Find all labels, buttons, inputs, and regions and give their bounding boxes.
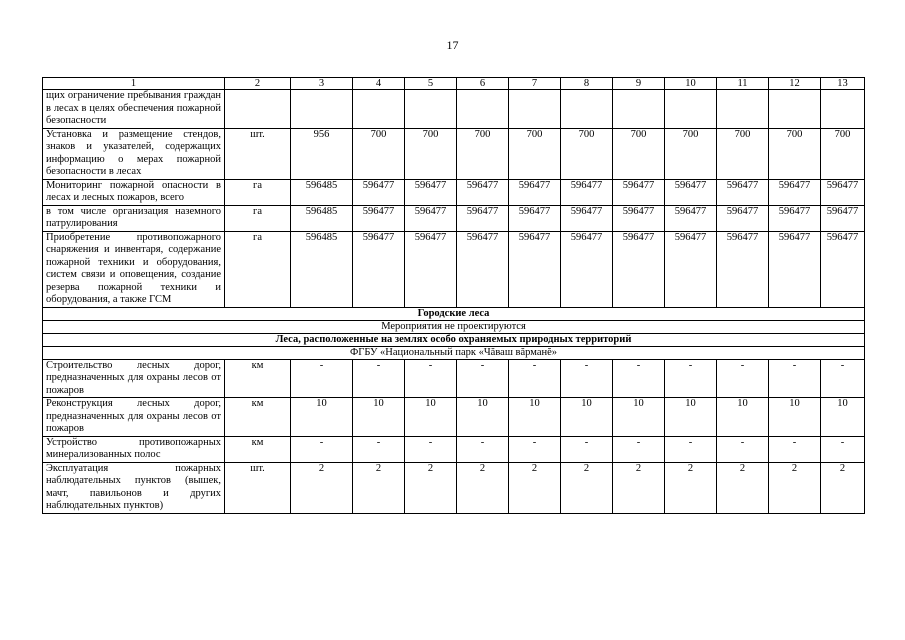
value-cell: - bbox=[457, 436, 509, 462]
section-not-planned-row bbox=[43, 320, 865, 333]
value-cell bbox=[769, 90, 821, 129]
value-cell: 10 bbox=[509, 398, 561, 437]
unit-cell: га bbox=[225, 179, 291, 205]
value-cell: 2 bbox=[613, 462, 665, 513]
value-cell: 700 bbox=[353, 128, 405, 179]
column-number-cell: 10 bbox=[665, 78, 717, 90]
value-cell: 596477 bbox=[561, 205, 613, 231]
unit-cell: км bbox=[225, 398, 291, 437]
value-cell: - bbox=[613, 436, 665, 462]
value-cell: - bbox=[613, 359, 665, 398]
section-protected-areas-row bbox=[43, 333, 865, 346]
value-cell: 596485 bbox=[291, 231, 353, 307]
column-number-cell: 13 bbox=[821, 78, 865, 90]
value-cell: 596477 bbox=[457, 231, 509, 307]
value-cell: 596477 bbox=[561, 231, 613, 307]
unit-cell bbox=[225, 90, 291, 129]
value-cell: - bbox=[405, 436, 457, 462]
value-cell: 596477 bbox=[717, 205, 769, 231]
value-cell: - bbox=[291, 359, 353, 398]
value-cell: - bbox=[665, 359, 717, 398]
value-cell bbox=[457, 90, 509, 129]
value-cell: 596485 bbox=[291, 179, 353, 205]
measure-label: в том числе организация наземного патрулирования bbox=[43, 205, 225, 231]
value-cell: - bbox=[509, 436, 561, 462]
value-cell: 596477 bbox=[769, 231, 821, 307]
measure-label: Приобретение противопожарного снаряжения и инвентаря, содержание пожарной техники и оборудования, систем связи и оповещения, создание резерва пожарной техники и оборудования, а также ГСМ bbox=[43, 231, 225, 307]
page-number: 17 bbox=[446, 38, 459, 52]
value-cell: 596477 bbox=[509, 179, 561, 205]
value-cell: 596477 bbox=[353, 231, 405, 307]
section-city-forests: Городские леса bbox=[43, 307, 865, 320]
value-cell: 596477 bbox=[405, 231, 457, 307]
table-row bbox=[43, 462, 865, 513]
table-row bbox=[43, 128, 865, 179]
value-cell bbox=[717, 90, 769, 129]
value-cell: - bbox=[769, 436, 821, 462]
value-cell: 596477 bbox=[665, 205, 717, 231]
value-cell: 2 bbox=[509, 462, 561, 513]
value-cell bbox=[291, 90, 353, 129]
table-row bbox=[43, 179, 865, 205]
value-cell: 10 bbox=[353, 398, 405, 437]
column-number-cell: 8 bbox=[561, 78, 613, 90]
value-cell: - bbox=[717, 359, 769, 398]
value-cell: 700 bbox=[717, 128, 769, 179]
value-cell: 596477 bbox=[561, 179, 613, 205]
value-cell: 596477 bbox=[613, 231, 665, 307]
value-cell: 2 bbox=[405, 462, 457, 513]
value-cell: 10 bbox=[561, 398, 613, 437]
value-cell: 596477 bbox=[613, 205, 665, 231]
measure-label: Устройство противопожарных минерализованных полос bbox=[43, 436, 225, 462]
value-cell: 10 bbox=[717, 398, 769, 437]
column-number-cell: 4 bbox=[353, 78, 405, 90]
measure-label: Мониторинг пожарной опасности в лесах и лесных пожаров, всего bbox=[43, 179, 225, 205]
value-cell: 700 bbox=[769, 128, 821, 179]
value-cell: 700 bbox=[405, 128, 457, 179]
value-cell bbox=[353, 90, 405, 129]
value-cell: 2 bbox=[353, 462, 405, 513]
unit-cell: шт. bbox=[225, 128, 291, 179]
value-cell: 596477 bbox=[509, 205, 561, 231]
value-cell bbox=[821, 90, 865, 129]
value-cell: 2 bbox=[821, 462, 865, 513]
section-national-park: ФГБУ «Национальный парк «Чăваш вăрманĕ» bbox=[43, 346, 865, 359]
column-number-cell: 5 bbox=[405, 78, 457, 90]
value-cell: - bbox=[509, 359, 561, 398]
value-cell bbox=[613, 90, 665, 129]
value-cell: - bbox=[353, 359, 405, 398]
unit-cell: км bbox=[225, 436, 291, 462]
value-cell: - bbox=[821, 436, 865, 462]
value-cell: 10 bbox=[291, 398, 353, 437]
value-cell: 596477 bbox=[821, 231, 865, 307]
value-cell bbox=[509, 90, 561, 129]
section-national-park-row bbox=[43, 346, 865, 359]
section-not-planned: Мероприятия не проектируются bbox=[43, 320, 865, 333]
value-cell: 10 bbox=[613, 398, 665, 437]
value-cell: 596477 bbox=[457, 205, 509, 231]
table-row bbox=[43, 359, 865, 398]
column-number-cell: 2 bbox=[225, 78, 291, 90]
value-cell: - bbox=[821, 359, 865, 398]
value-cell: 2 bbox=[457, 462, 509, 513]
value-cell bbox=[405, 90, 457, 129]
measure-label: Реконструкция лесных дорог, предназначенных для охраны лесов от пожаров bbox=[43, 398, 225, 437]
column-number-cell: 1 bbox=[43, 78, 225, 90]
value-cell: 10 bbox=[821, 398, 865, 437]
section-protected-areas: Леса, расположенные на землях особо охраняемых природных территорий bbox=[43, 333, 865, 346]
value-cell: 596477 bbox=[353, 205, 405, 231]
value-cell: 700 bbox=[821, 128, 865, 179]
value-cell: - bbox=[405, 359, 457, 398]
value-cell: 10 bbox=[405, 398, 457, 437]
value-cell: 10 bbox=[769, 398, 821, 437]
value-cell: 596477 bbox=[405, 179, 457, 205]
value-cell: 2 bbox=[717, 462, 769, 513]
value-cell: 2 bbox=[665, 462, 717, 513]
value-cell: 596477 bbox=[353, 179, 405, 205]
column-number-cell: 7 bbox=[509, 78, 561, 90]
value-cell: 596477 bbox=[405, 205, 457, 231]
value-cell: 596477 bbox=[821, 179, 865, 205]
section-city-forests-row bbox=[43, 307, 865, 320]
column-number-row bbox=[43, 78, 865, 90]
value-cell: 956 bbox=[291, 128, 353, 179]
table-row bbox=[43, 90, 865, 129]
column-number-cell: 11 bbox=[717, 78, 769, 90]
measure-label: Эксплуатация пожарных наблюдательных пунктов (вышек, мачт, павильонов и других наблюдательных пунктов) bbox=[43, 462, 225, 513]
value-cell: 596477 bbox=[509, 231, 561, 307]
value-cell bbox=[665, 90, 717, 129]
measure-label: Установка и размещение стендов, знаков и указателей, содержащих информацию о мерах пожарной безопасности в лесах bbox=[43, 128, 225, 179]
unit-cell: шт. bbox=[225, 462, 291, 513]
table-row bbox=[43, 436, 865, 462]
measure-label: щих ограничение пребывания граждан в лесах в целях обеспечения пожарной безопасности bbox=[43, 90, 225, 129]
value-cell: - bbox=[291, 436, 353, 462]
unit-cell: км bbox=[225, 359, 291, 398]
value-cell: - bbox=[353, 436, 405, 462]
value-cell: 596477 bbox=[665, 231, 717, 307]
value-cell: 700 bbox=[613, 128, 665, 179]
column-number-cell: 12 bbox=[769, 78, 821, 90]
value-cell: 596477 bbox=[717, 179, 769, 205]
value-cell: - bbox=[457, 359, 509, 398]
forest-fire-measures-table bbox=[42, 77, 865, 514]
value-cell: 2 bbox=[561, 462, 613, 513]
value-cell: - bbox=[665, 436, 717, 462]
value-cell: 596477 bbox=[769, 205, 821, 231]
value-cell: - bbox=[561, 359, 613, 398]
table-row bbox=[43, 231, 865, 307]
column-number-cell: 9 bbox=[613, 78, 665, 90]
value-cell: - bbox=[717, 436, 769, 462]
value-cell: - bbox=[769, 359, 821, 398]
value-cell: 596477 bbox=[717, 231, 769, 307]
unit-cell: га bbox=[225, 231, 291, 307]
unit-cell: га bbox=[225, 205, 291, 231]
value-cell: 700 bbox=[665, 128, 717, 179]
value-cell: 700 bbox=[561, 128, 613, 179]
value-cell: 2 bbox=[291, 462, 353, 513]
value-cell: 596477 bbox=[457, 179, 509, 205]
value-cell: 10 bbox=[665, 398, 717, 437]
table-row bbox=[43, 205, 865, 231]
column-number-cell: 3 bbox=[291, 78, 353, 90]
value-cell: 596477 bbox=[613, 179, 665, 205]
value-cell: 700 bbox=[509, 128, 561, 179]
column-number-cell: 6 bbox=[457, 78, 509, 90]
value-cell: 596477 bbox=[665, 179, 717, 205]
value-cell: 700 bbox=[457, 128, 509, 179]
value-cell: 2 bbox=[769, 462, 821, 513]
value-cell: 596477 bbox=[821, 205, 865, 231]
measure-label: Строительство лесных дорог, предназначенных для охраны лесов от пожаров bbox=[43, 359, 225, 398]
value-cell bbox=[561, 90, 613, 129]
value-cell: - bbox=[561, 436, 613, 462]
value-cell: 596485 bbox=[291, 205, 353, 231]
value-cell: 596477 bbox=[769, 179, 821, 205]
table-row bbox=[43, 398, 865, 437]
value-cell: 10 bbox=[457, 398, 509, 437]
